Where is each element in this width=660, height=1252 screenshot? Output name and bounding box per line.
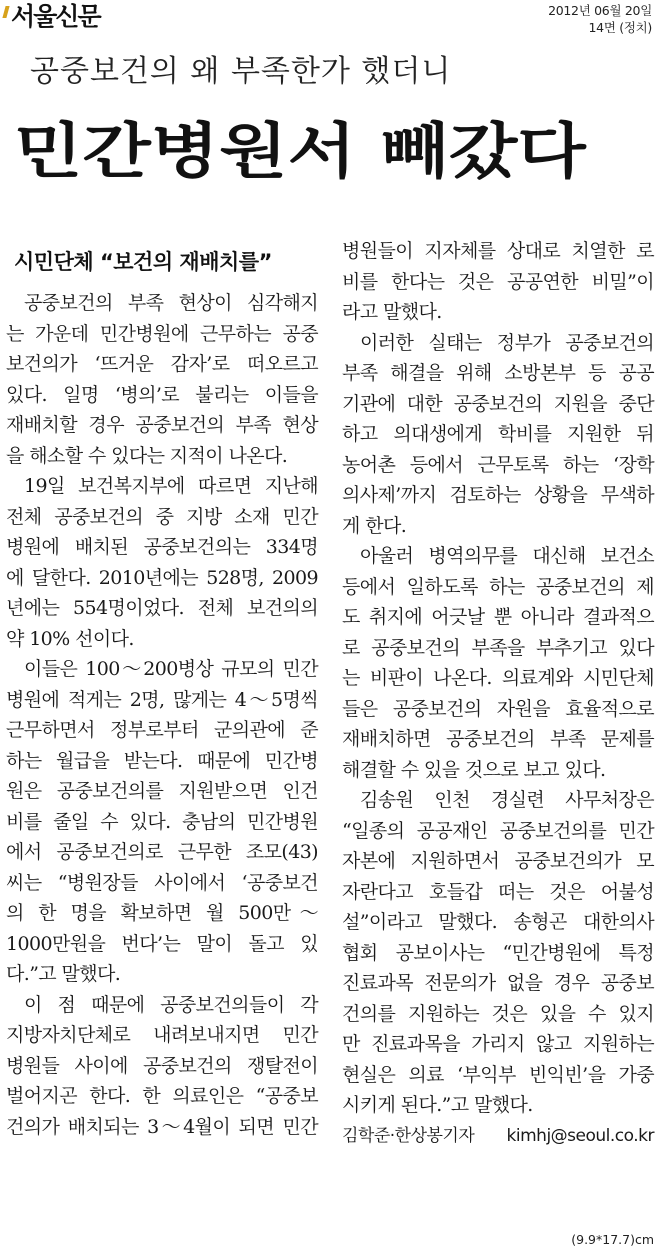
article-line: 건의를 지원하는 것은 있을 수 있지	[342, 1002, 654, 1025]
article-line: 병원에 적게는 2명, 많게는 4～5명씩	[6, 688, 318, 711]
article-line: 보건의가 ‘뜨거운 감자’로 떠오르고	[6, 353, 318, 375]
article-line: 협회 공보이사는 “민간병원에 특정	[342, 941, 654, 964]
article-line: 현실은 의료 ‘부익부 빈익빈’을 가중	[342, 1063, 654, 1086]
article-line: 진료과목 전문의가 없을 경우 공중보	[342, 972, 654, 994]
article-body-left	[6, 288, 318, 1142]
article-line: 에서 공중보건의로 근무한 조모(43)	[6, 841, 318, 863]
logo-accent-mark	[2, 6, 9, 18]
article-line: 공중보건의 부족 현상이 심각해지	[24, 292, 318, 314]
article-line: 라고 말했다.	[342, 301, 442, 323]
article-line: 농어촌 등에서 근무토록 하는 ‘장학	[342, 453, 654, 476]
article-line: 전체 공중보건의 중 지방 소재 민간	[6, 505, 318, 528]
byline: 김학준·한상봉기자 kimhj@seoul.co.kr	[342, 1125, 654, 1146]
article-line: 자란다고 호들갑 떠는 것은 어불성	[342, 880, 654, 903]
article-line: 비를 줄일 수 있다. 충남의 민간병원	[6, 810, 318, 833]
article-line: 1000만원을 번다’는 말이 돌고 있	[6, 932, 318, 955]
article-body-right	[342, 236, 654, 1121]
article-line: 에 달한다. 2010년에는 528명, 2009	[6, 566, 318, 589]
article-line: 의사제’까지 검토하는 상황을 무색하	[342, 484, 654, 506]
main-headline: 민간병원서 빼갔다	[14, 117, 586, 187]
article-line: 이 점 때문에 공중보건의들이 각	[24, 993, 318, 1016]
article-line: 로 공중보건의 부족을 부추기고 있다	[342, 636, 654, 659]
article-line: 김송원 인천 경실련 사무처장은	[360, 789, 654, 811]
article-line: 원은 공중보건의를 지원받으면 인건	[6, 780, 318, 802]
article-line: 씨는 “병원장들 사이에서 ‘공중보건	[6, 871, 318, 894]
article-line: 도 취지에 어긋날 뿐 아니라 결과적으	[342, 606, 654, 628]
page-section: 14면 (정치)	[588, 20, 652, 35]
publication-meta	[548, 2, 652, 36]
article-line: 시키게 된다.”고 말했다.	[342, 1094, 533, 1116]
subheadline: 시민단체 “보건의 재배치를”	[14, 250, 272, 274]
article-column-left	[6, 236, 318, 1142]
article-line: 19일 보건복지부에 따르면 지난해	[24, 475, 318, 497]
article-line: 다.”고 말했다.	[6, 963, 121, 985]
article-line: 등에서 일하도록 하는 공중보건의 제	[342, 575, 654, 598]
article-size-note: (9.9*17.7)cm	[571, 1232, 654, 1247]
publication-date: 2012년 06월 20일	[548, 3, 652, 18]
article-line: 기관에 대한 공중보건의 지원을 중단	[342, 392, 654, 415]
article-line: 하는 월급을 받는다. 때문에 민간병	[6, 749, 318, 772]
article-line: 이들은 100～200병상 규모의 민간	[24, 658, 318, 680]
article-line: 하고 의대생에게 학비를 지원한 뒤	[342, 423, 654, 445]
article-line: 해결할 수 있을 것으로 보고 있다.	[342, 758, 606, 781]
article-line: 병원들 사이에 공중보건의 쟁탈전이	[6, 1054, 318, 1077]
article-line: 을 해소할 수 있다는 지적이 나온다.	[6, 444, 288, 467]
article-line: 있다. 일명 ‘병의’로 불리는 이들을	[6, 383, 318, 406]
logo-text: 서울신문	[11, 2, 100, 31]
article-line: 아울러 병역의무를 대신해 보건소	[360, 545, 654, 567]
article-line: 설”이라고 말했다. 송형곤 대한의사	[342, 911, 654, 933]
article-line: 이러한 실태는 정부가 공중보건의	[360, 331, 654, 354]
article-line: 는 비판이 나온다. 의료계와 시민단체	[342, 667, 654, 689]
article-line: 건의가 배치되는 3～4월이 되면 민간	[6, 1115, 318, 1138]
article-line: 년에는 554명이었다. 전체 보건의의	[6, 597, 318, 619]
article-line: 지방자치단체로 내려보내지면 민간	[6, 1024, 318, 1046]
article-line: 자본에 지원하면서 공중보건의가 모	[342, 850, 654, 872]
newspaper-logo	[4, 2, 100, 36]
article-line: 만 진료과목을 가리지 않고 지원하는	[342, 1033, 654, 1055]
article-line: 재배치하면 공중보건의 부족 문제를	[342, 728, 654, 750]
article-line: 근무하면서 정부로부터 군의관에 준	[6, 719, 318, 741]
article-line: 약 10% 선이다.	[6, 627, 134, 650]
article-line: 병원에 배치된 공중보건의는 334명	[6, 536, 318, 558]
article-line: 들은 공중보건의 자원을 효율적으로	[342, 697, 654, 720]
article-line: 게 한다.	[342, 514, 407, 537]
article-line: 부족 해결을 위해 소방본부 등 공공	[342, 362, 654, 384]
article-line: 재배치할 경우 공중보건의 부족 현상	[6, 414, 318, 436]
article-line: 비를 한다는 것은 공공연한 비밀”이	[342, 270, 654, 293]
article-line: 는 가운데 민간병원에 근무하는 공중	[6, 322, 318, 345]
article-line: 병원들이 지자체를 상대로 치열한 로	[342, 240, 654, 262]
article-line: 의 한 명을 확보하면 월 500만～	[6, 902, 318, 924]
article-line: “일종의 공공재인 공중보건의를 민간	[342, 819, 654, 842]
kicker-headline: 공중보건의 왜 부족한가 했더니	[30, 54, 452, 89]
article-line: 벌어지곤 한다. 한 의료인은 “공중보	[6, 1085, 318, 1107]
article-column-right	[342, 236, 654, 1151]
